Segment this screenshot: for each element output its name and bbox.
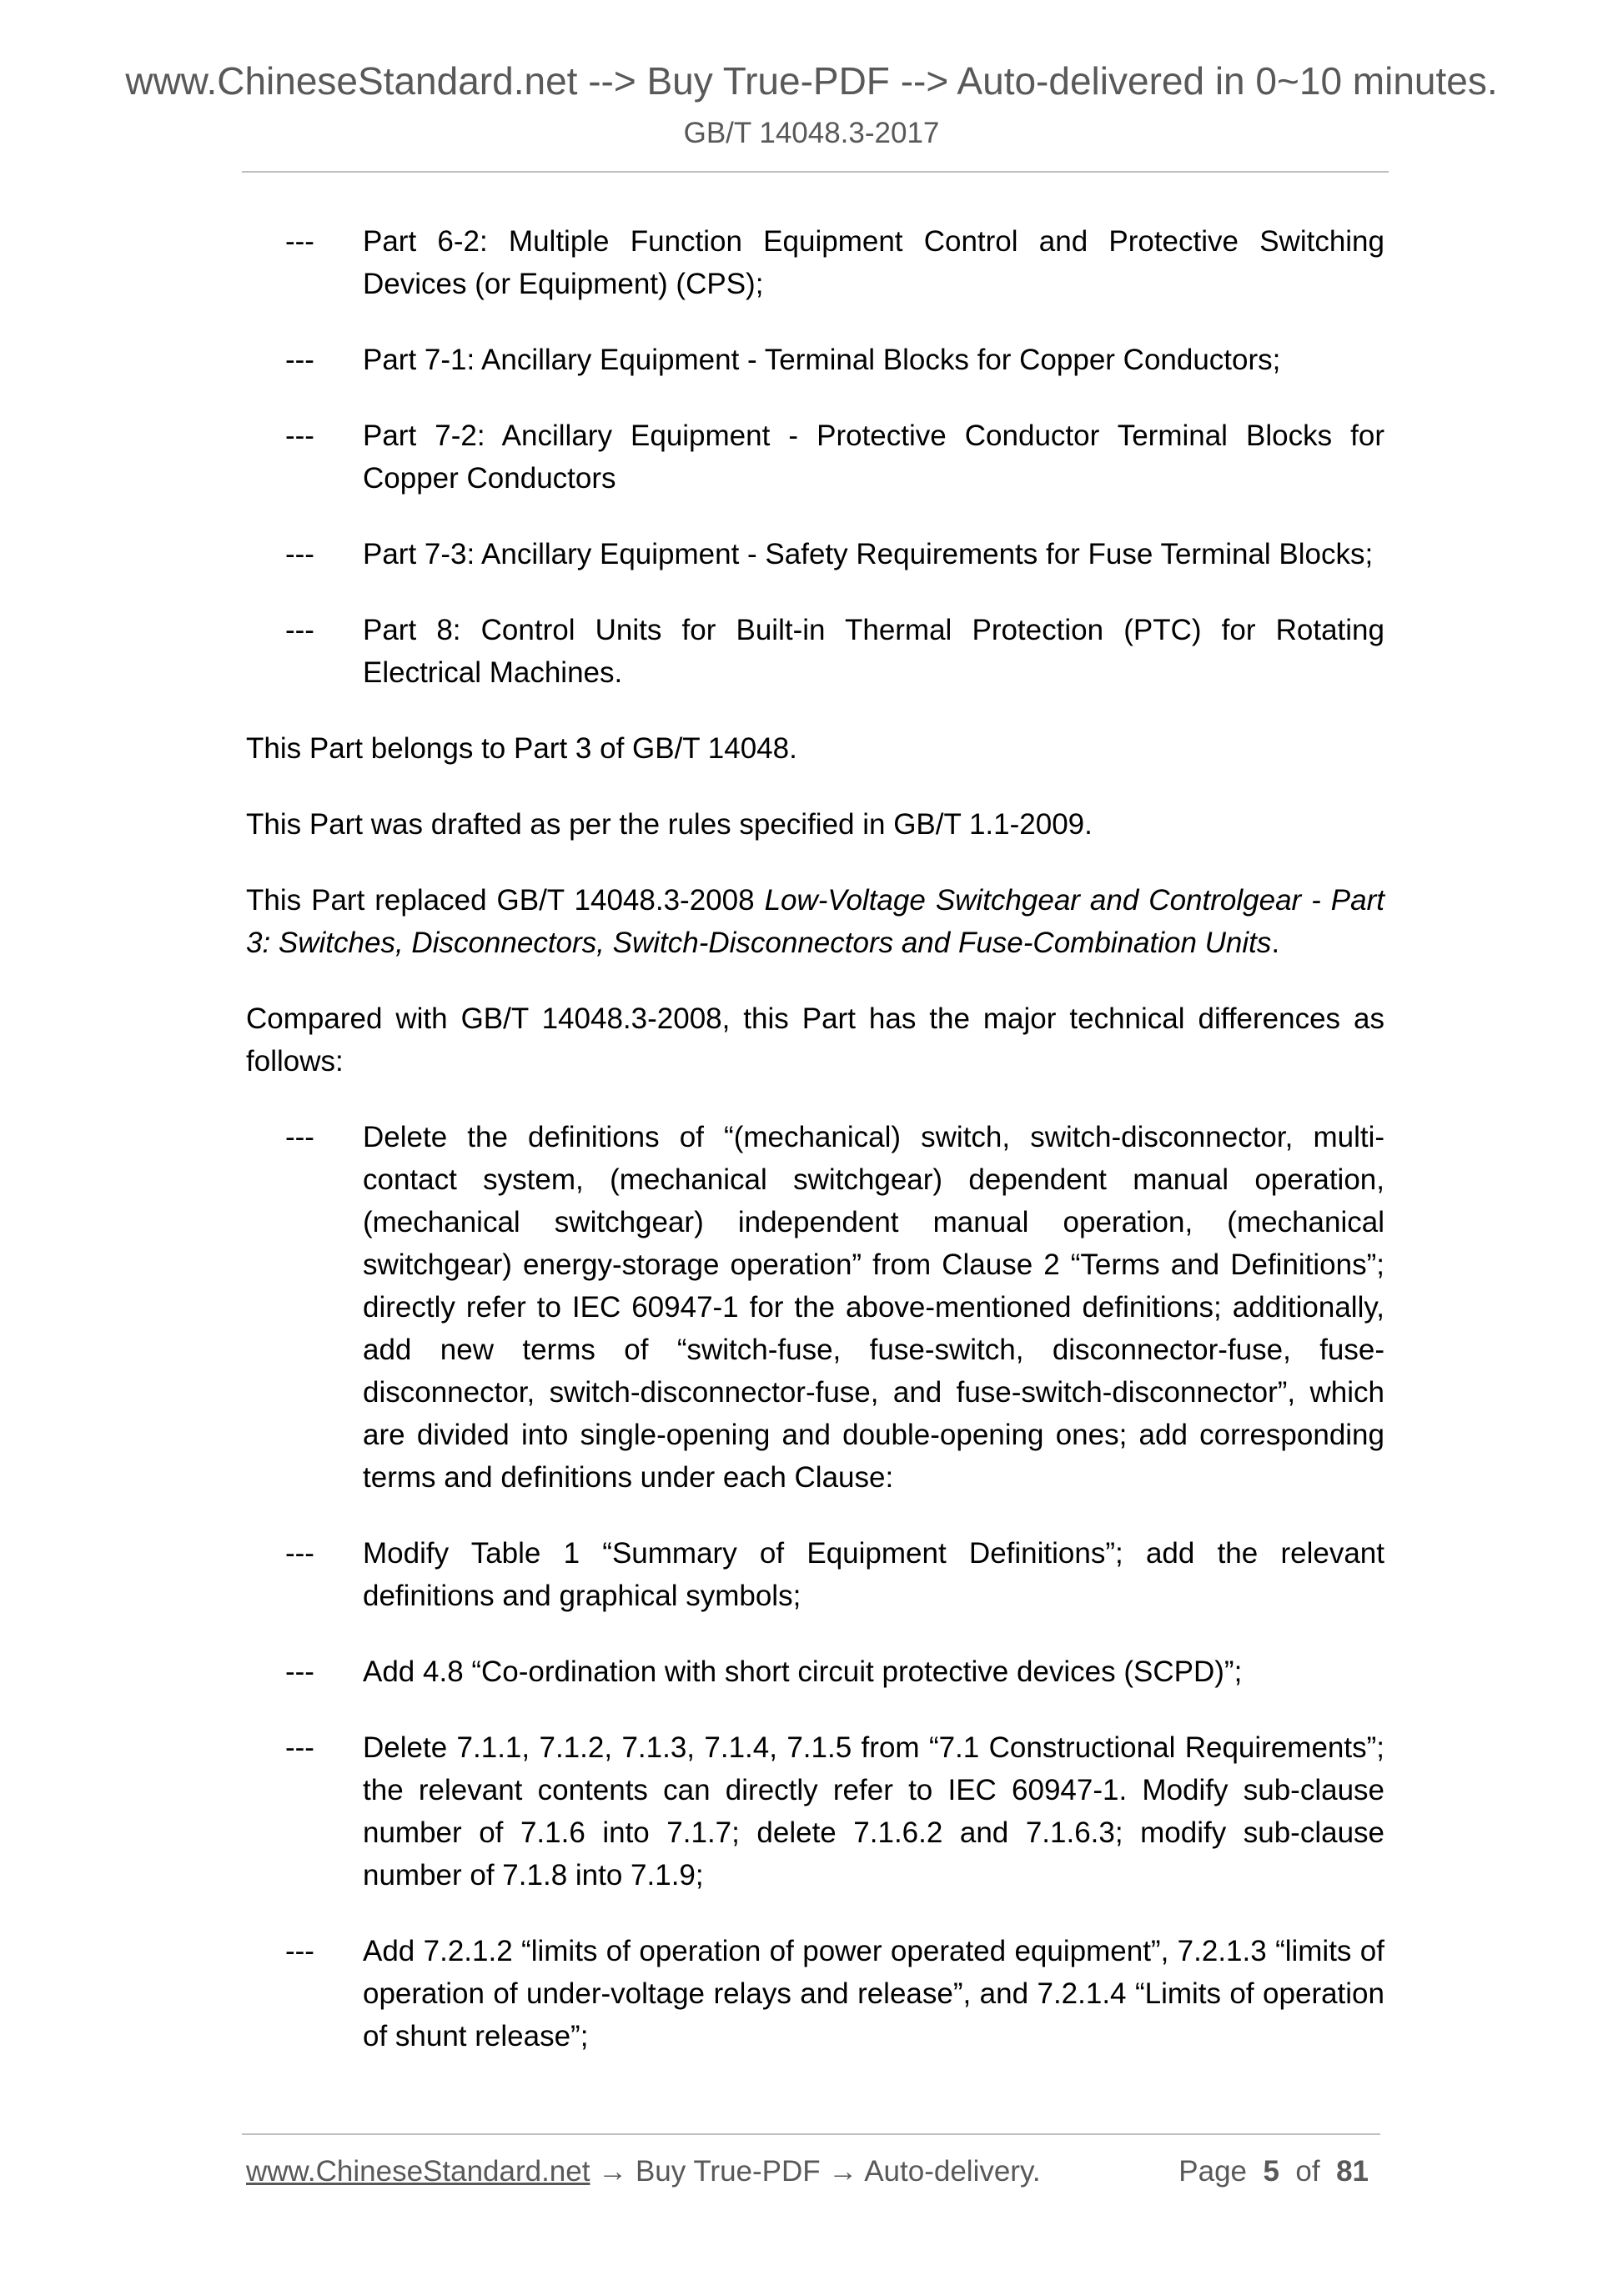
dash-marker: --- [285,420,314,452]
dash-marker: --- [285,1537,314,1570]
page-footer [246,2155,1380,2188]
list-item-part-7-2 [285,414,1384,500]
list-item-diff-definitions [285,1116,1384,1499]
arrow-right-icon: → [598,2155,628,2188]
list-item-diff-table-1 [285,1532,1384,1617]
list-item-diff-7-1 [285,1726,1384,1897]
page-counter [1178,2155,1369,2188]
arrow-right-icon: → [828,2155,858,2188]
list-item-part-6-2 [285,220,1384,305]
paragraph-replaced [246,879,1384,964]
dash-marker: --- [285,1655,314,1688]
dash-marker: --- [285,1731,314,1764]
dash-marker: --- [285,538,314,570]
footer-buy-text: Buy True-PDF [635,2155,821,2188]
page-label: Page [1178,2155,1248,2188]
paragraph-drafted: This Part was drafted as per the rules specified in GB/T 1.1-2009. [246,808,1093,841]
list-item-part-8 [285,609,1384,694]
header-divider [242,171,1389,173]
footer-divider [242,2133,1380,2135]
footer-site-link[interactable]: www.ChineseStandard.net [246,2155,590,2188]
list-item-text: Part 6-2: Multiple Function Equipment Control and Protective Switching Devices (or Equipment) (CPS); [363,225,1384,300]
list-item-part-7-3 [285,533,1384,575]
paragraph-compared: Compared with GB/T 14048.3-2008, this Part has the major technical differences as follows: [246,1002,1384,1078]
dash-marker: --- [285,1121,314,1153]
of-label: of [1295,2155,1320,2188]
list-item-text: Modify Table 1 “Summary of Equipment Definitions”; add the relevant definitions and graphical symbols; [363,1537,1384,1612]
list-item-diff-4-8 [285,1650,1384,1693]
list-item-text: Part 7-1: Ancillary Equipment - Terminal Blocks for Copper Conductors; [363,344,1281,376]
paragraph-belongs: This Part belongs to Part 3 of GB/T 14048. [246,732,797,765]
total-pages: 81 [1336,2155,1369,2188]
dash-marker: --- [285,225,314,258]
list-item-text: Add 4.8 “Co-ordination with short circuit protective devices (SCPD)”; [363,1655,1243,1688]
dash-marker: --- [285,344,314,376]
list-item-text: Part 8: Control Units for Built-in Thermal Protection (PTC) for Rotating Electrical Machines. [363,614,1384,689]
page-number: 5 [1263,2155,1279,2188]
document-code: GB/T 14048.3-2017 [683,117,940,149]
page-content [246,220,1384,2091]
dash-marker: --- [285,614,314,646]
replaced-standard-title: Low-Voltage Switchgear and Controlgear - Part 3: Switches, Disconnectors, Switch-Disconnectors and Fuse-Combination Units [246,884,1384,959]
list-item-text: Add 7.2.1.2 “limits of operation of power operated equipment”, 7.2.1.3 “limits of operation of under-voltage relays and release”, and 7.2.1.4 “Limits of operation of shunt release”; [363,1935,1384,2052]
dash-marker: --- [285,1935,314,1967]
list-item-text: Delete the definitions of “(mechanical) switch, switch-disconnector, multi-contact system, (mechanical switchgear) dependent manual operation, (mechanical switchgear) independent manual operation, (mechanical switchgear) energy-storage operation” from Clause 2 “Terms and Definitions”; directly refer to IEC 60947-1 for the above-mentioned definitions; additionally, add new terms of “switch-fuse, fuse-switch, disconnector-fuse, fuse-disconnector, switch-disconnector-fuse, and fuse-switch-disconnector”, which are divided into single-opening and double-opening ones; add corresponding terms and definitions under each Clause: [363,1121,1384,1494]
footer-delivery-text: Auto-delivery. [864,2155,1041,2188]
list-item-diff-7-2 [285,1930,1384,2057]
replaced-suffix: . [1271,927,1280,959]
list-item-text: Part 7-2: Ancillary Equipment - Protective Conductor Terminal Blocks for Copper Conductors [363,420,1384,495]
list-item-part-7-1 [285,339,1384,381]
header-banner: www.ChineseStandard.net --> Buy True-PDF --> Auto-delivered in 0~10 minutes. [125,59,1498,103]
list-item-text: Part 7-3: Ancillary Equipment - Safety Requirements for Fuse Terminal Blocks; [363,538,1374,570]
replaced-prefix: This Part replaced GB/T 14048.3-2008 [246,884,765,917]
list-item-text: Delete 7.1.1, 7.1.2, 7.1.3, 7.1.4, 7.1.5 from “7.1 Constructional Requirements”; the relevant contents can directly refer to IEC 60947-1. Modify sub-clause number of 7.1.6 into 7.1.7; delete 7.1.6.2 and 7.1.6.3; modify sub-clause number of 7.1.8 into 7.1.9; [363,1731,1384,1892]
